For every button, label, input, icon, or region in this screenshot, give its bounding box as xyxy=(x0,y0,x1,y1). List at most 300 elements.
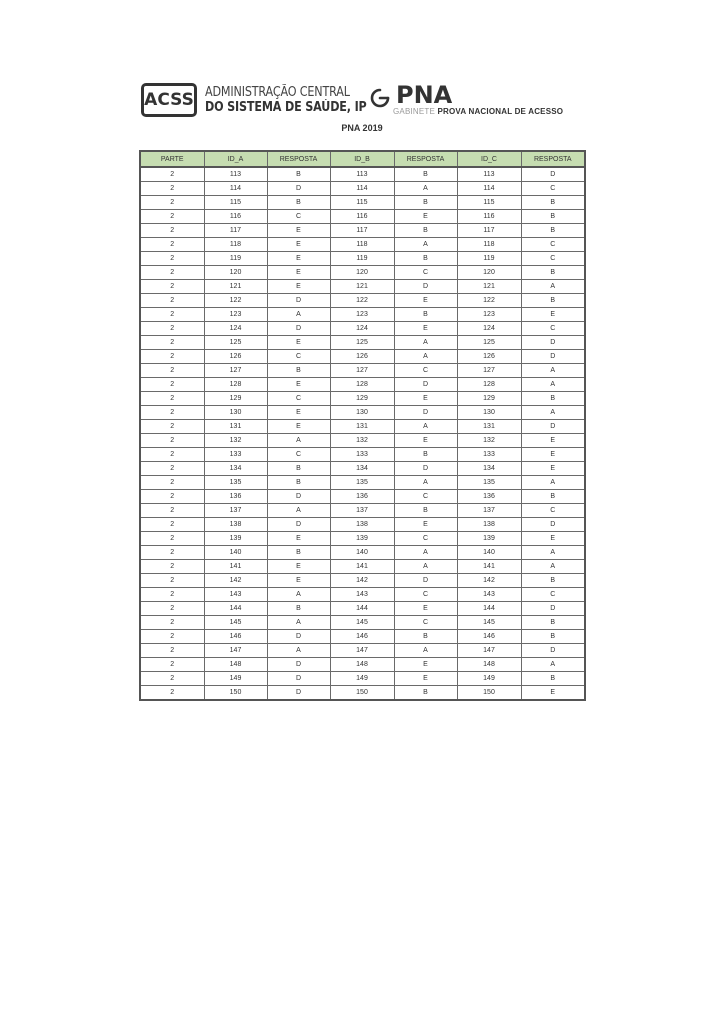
cell-resposta-c: B xyxy=(521,490,585,504)
table-row xyxy=(140,588,585,602)
cell-id-b: 140 xyxy=(330,546,394,560)
cell-id-a: 115 xyxy=(204,196,267,210)
acss-name xyxy=(205,85,393,115)
table-row xyxy=(140,490,585,504)
cell-resposta-b: E xyxy=(394,210,457,224)
answer-key-table xyxy=(139,150,586,701)
cell-id-b: 134 xyxy=(330,462,394,476)
table-row xyxy=(140,266,585,280)
pna-swirl-icon xyxy=(368,86,392,110)
cell-resposta-a: D xyxy=(267,518,330,532)
cell-parte: 2 xyxy=(140,350,204,364)
acss-name-line1: ADMINISTRAÇÃO CENTRAL xyxy=(205,85,350,100)
cell-resposta-a: C xyxy=(267,392,330,406)
table-row xyxy=(140,322,585,336)
cell-parte: 2 xyxy=(140,574,204,588)
cell-id-b: 133 xyxy=(330,448,394,462)
cell-id-c: 122 xyxy=(457,294,521,308)
pna-tagline-main: PROVA NACIONAL DE ACESSO xyxy=(437,107,564,116)
cell-resposta-b: A xyxy=(394,182,457,196)
cell-resposta-a: E xyxy=(267,336,330,350)
cell-resposta-a: D xyxy=(267,490,330,504)
cell-id-a: 145 xyxy=(204,616,267,630)
cell-resposta-c: D xyxy=(521,167,585,182)
cell-resposta-b: A xyxy=(394,560,457,574)
cell-id-b: 123 xyxy=(330,308,394,322)
table-row xyxy=(140,392,585,406)
cell-resposta-a: D xyxy=(267,322,330,336)
cell-id-a: 116 xyxy=(204,210,267,224)
cell-parte: 2 xyxy=(140,252,204,266)
cell-parte: 2 xyxy=(140,546,204,560)
cell-id-c: 130 xyxy=(457,406,521,420)
table-row xyxy=(140,182,585,196)
cell-resposta-c: E xyxy=(521,532,585,546)
cell-id-c: 124 xyxy=(457,322,521,336)
cell-id-a: 137 xyxy=(204,504,267,518)
cell-id-a: 129 xyxy=(204,392,267,406)
cell-id-b: 124 xyxy=(330,322,394,336)
cell-id-a: 136 xyxy=(204,490,267,504)
cell-id-a: 139 xyxy=(204,532,267,546)
cell-id-b: 114 xyxy=(330,182,394,196)
cell-id-c: 138 xyxy=(457,518,521,532)
cell-parte: 2 xyxy=(140,420,204,434)
acss-name-line2: DO SISTEMA DE SAÚDE, IP xyxy=(205,100,367,115)
column-header-id-a: ID_A xyxy=(204,151,267,167)
cell-resposta-a: B xyxy=(267,167,330,182)
cell-resposta-b: E xyxy=(394,322,457,336)
cell-id-b: 126 xyxy=(330,350,394,364)
cell-resposta-a: B xyxy=(267,602,330,616)
cell-parte: 2 xyxy=(140,392,204,406)
cell-resposta-a: E xyxy=(267,420,330,434)
cell-resposta-a: D xyxy=(267,630,330,644)
cell-resposta-b: A xyxy=(394,476,457,490)
cell-resposta-a: D xyxy=(267,182,330,196)
cell-resposta-c: B xyxy=(521,616,585,630)
cell-id-c: 133 xyxy=(457,448,521,462)
cell-id-b: 144 xyxy=(330,602,394,616)
cell-id-c: 142 xyxy=(457,574,521,588)
cell-resposta-b: E xyxy=(394,518,457,532)
cell-resposta-b: C xyxy=(394,490,457,504)
cell-id-c: 120 xyxy=(457,266,521,280)
cell-id-b: 148 xyxy=(330,658,394,672)
table-row xyxy=(140,406,585,420)
cell-resposta-c: D xyxy=(521,518,585,532)
cell-resposta-c: C xyxy=(521,588,585,602)
cell-id-a: 150 xyxy=(204,686,267,701)
cell-parte: 2 xyxy=(140,210,204,224)
cell-id-b: 141 xyxy=(330,560,394,574)
cell-resposta-b: C xyxy=(394,532,457,546)
cell-resposta-c: A xyxy=(521,406,585,420)
cell-id-b: 131 xyxy=(330,420,394,434)
cell-parte: 2 xyxy=(140,280,204,294)
cell-id-a: 113 xyxy=(204,167,267,182)
pna-tagline-prefix: GABINETE xyxy=(393,107,436,116)
cell-resposta-a: A xyxy=(267,644,330,658)
cell-id-b: 132 xyxy=(330,434,394,448)
cell-id-b: 116 xyxy=(330,210,394,224)
cell-parte: 2 xyxy=(140,224,204,238)
cell-parte: 2 xyxy=(140,406,204,420)
cell-id-b: 120 xyxy=(330,266,394,280)
pna-logo xyxy=(368,81,588,120)
cell-id-a: 133 xyxy=(204,448,267,462)
cell-resposta-b: B xyxy=(394,448,457,462)
cell-resposta-b: D xyxy=(394,406,457,420)
cell-id-a: 125 xyxy=(204,336,267,350)
cell-resposta-a: E xyxy=(267,406,330,420)
cell-resposta-a: D xyxy=(267,672,330,686)
table-row xyxy=(140,252,585,266)
cell-resposta-b: E xyxy=(394,392,457,406)
cell-id-b: 150 xyxy=(330,686,394,701)
cell-id-a: 122 xyxy=(204,294,267,308)
cell-parte: 2 xyxy=(140,616,204,630)
cell-parte: 2 xyxy=(140,322,204,336)
cell-id-a: 135 xyxy=(204,476,267,490)
table-row xyxy=(140,434,585,448)
cell-id-a: 131 xyxy=(204,420,267,434)
cell-id-c: 127 xyxy=(457,364,521,378)
column-header-resposta-c: RESPOSTA xyxy=(521,151,585,167)
cell-parte: 2 xyxy=(140,182,204,196)
cell-id-b: 117 xyxy=(330,224,394,238)
cell-id-a: 124 xyxy=(204,322,267,336)
acss-logo-box: ACSS xyxy=(141,83,197,117)
cell-parte: 2 xyxy=(140,532,204,546)
cell-resposta-a: E xyxy=(267,238,330,252)
cell-resposta-b: B xyxy=(394,252,457,266)
column-header-id-b: ID_B xyxy=(330,151,394,167)
cell-id-b: 128 xyxy=(330,378,394,392)
cell-resposta-c: E xyxy=(521,448,585,462)
cell-parte: 2 xyxy=(140,238,204,252)
cell-resposta-b: B xyxy=(394,686,457,701)
cell-resposta-c: D xyxy=(521,336,585,350)
cell-parte: 2 xyxy=(140,336,204,350)
cell-id-a: 132 xyxy=(204,434,267,448)
cell-id-a: 123 xyxy=(204,308,267,322)
cell-resposta-b: E xyxy=(394,602,457,616)
cell-resposta-b: D xyxy=(394,378,457,392)
table-row xyxy=(140,420,585,434)
cell-resposta-a: A xyxy=(267,434,330,448)
table-row xyxy=(140,504,585,518)
table-row xyxy=(140,476,585,490)
cell-resposta-b: E xyxy=(394,294,457,308)
cell-resposta-a: C xyxy=(267,448,330,462)
cell-resposta-a: B xyxy=(267,196,330,210)
cell-parte: 2 xyxy=(140,476,204,490)
cell-id-b: 122 xyxy=(330,294,394,308)
cell-resposta-b: B xyxy=(394,196,457,210)
cell-resposta-c: A xyxy=(521,658,585,672)
cell-id-a: 140 xyxy=(204,546,267,560)
cell-resposta-a: A xyxy=(267,616,330,630)
cell-resposta-c: A xyxy=(521,546,585,560)
cell-id-a: 146 xyxy=(204,630,267,644)
cell-parte: 2 xyxy=(140,504,204,518)
table-row xyxy=(140,280,585,294)
cell-parte: 2 xyxy=(140,560,204,574)
cell-id-b: 137 xyxy=(330,504,394,518)
cell-parte: 2 xyxy=(140,644,204,658)
cell-id-b: 129 xyxy=(330,392,394,406)
cell-resposta-b: A xyxy=(394,238,457,252)
cell-resposta-a: E xyxy=(267,560,330,574)
cell-resposta-b: A xyxy=(394,546,457,560)
cell-resposta-c: E xyxy=(521,308,585,322)
table-row xyxy=(140,686,585,701)
cell-parte: 2 xyxy=(140,658,204,672)
cell-resposta-b: A xyxy=(394,644,457,658)
cell-id-b: 149 xyxy=(330,672,394,686)
cell-id-b: 127 xyxy=(330,364,394,378)
cell-id-c: 126 xyxy=(457,350,521,364)
cell-resposta-c: D xyxy=(521,644,585,658)
cell-id-a: 138 xyxy=(204,518,267,532)
table-row xyxy=(140,644,585,658)
cell-parte: 2 xyxy=(140,490,204,504)
cell-id-c: 113 xyxy=(457,167,521,182)
cell-id-c: 137 xyxy=(457,504,521,518)
cell-id-c: 148 xyxy=(457,658,521,672)
cell-parte: 2 xyxy=(140,518,204,532)
cell-resposta-c: D xyxy=(521,602,585,616)
cell-id-c: 150 xyxy=(457,686,521,701)
cell-id-b: 135 xyxy=(330,476,394,490)
cell-id-b: 115 xyxy=(330,196,394,210)
cell-resposta-b: A xyxy=(394,336,457,350)
cell-id-a: 121 xyxy=(204,280,267,294)
cell-parte: 2 xyxy=(140,588,204,602)
cell-resposta-c: A xyxy=(521,560,585,574)
cell-id-c: 134 xyxy=(457,462,521,476)
cell-resposta-c: B xyxy=(521,196,585,210)
cell-id-b: 143 xyxy=(330,588,394,602)
cell-resposta-c: E xyxy=(521,462,585,476)
cell-id-b: 118 xyxy=(330,238,394,252)
cell-id-c: 141 xyxy=(457,560,521,574)
cell-id-c: 116 xyxy=(457,210,521,224)
cell-resposta-a: D xyxy=(267,686,330,701)
cell-id-a: 126 xyxy=(204,350,267,364)
cell-id-b: 119 xyxy=(330,252,394,266)
cell-id-c: 121 xyxy=(457,280,521,294)
cell-resposta-c: B xyxy=(521,630,585,644)
cell-id-a: 144 xyxy=(204,602,267,616)
cell-resposta-b: C xyxy=(394,364,457,378)
cell-resposta-c: C xyxy=(521,322,585,336)
cell-resposta-c: A xyxy=(521,364,585,378)
cell-resposta-b: E xyxy=(394,672,457,686)
cell-parte: 2 xyxy=(140,294,204,308)
cell-id-a: 117 xyxy=(204,224,267,238)
cell-resposta-a: E xyxy=(267,266,330,280)
cell-resposta-a: A xyxy=(267,308,330,322)
table-body xyxy=(140,167,585,700)
cell-resposta-a: E xyxy=(267,252,330,266)
cell-id-c: 136 xyxy=(457,490,521,504)
cell-resposta-a: D xyxy=(267,658,330,672)
table-row xyxy=(140,336,585,350)
cell-resposta-b: D xyxy=(394,462,457,476)
cell-resposta-c: C xyxy=(521,182,585,196)
table-row xyxy=(140,672,585,686)
cell-resposta-c: B xyxy=(521,294,585,308)
cell-resposta-c: E xyxy=(521,434,585,448)
cell-resposta-a: B xyxy=(267,476,330,490)
table-row xyxy=(140,364,585,378)
cell-resposta-a: E xyxy=(267,224,330,238)
cell-id-b: 142 xyxy=(330,574,394,588)
cell-id-a: 149 xyxy=(204,672,267,686)
table-row xyxy=(140,546,585,560)
cell-resposta-c: A xyxy=(521,378,585,392)
cell-resposta-b: B xyxy=(394,308,457,322)
acss-logo xyxy=(141,82,393,118)
cell-id-c: 128 xyxy=(457,378,521,392)
cell-id-a: 147 xyxy=(204,644,267,658)
cell-parte: 2 xyxy=(140,448,204,462)
cell-resposta-a: E xyxy=(267,574,330,588)
cell-id-a: 143 xyxy=(204,588,267,602)
cell-resposta-a: B xyxy=(267,546,330,560)
cell-id-c: 125 xyxy=(457,336,521,350)
cell-resposta-b: B xyxy=(394,504,457,518)
cell-id-c: 140 xyxy=(457,546,521,560)
column-header-resposta-b: RESPOSTA xyxy=(394,151,457,167)
table-row xyxy=(140,308,585,322)
cell-resposta-b: B xyxy=(394,167,457,182)
cell-resposta-a: C xyxy=(267,210,330,224)
cell-id-a: 118 xyxy=(204,238,267,252)
column-header-id-c: ID_C xyxy=(457,151,521,167)
cell-resposta-c: B xyxy=(521,266,585,280)
cell-id-c: 115 xyxy=(457,196,521,210)
cell-id-a: 114 xyxy=(204,182,267,196)
cell-id-a: 130 xyxy=(204,406,267,420)
cell-resposta-b: A xyxy=(394,350,457,364)
document-title: PNA 2019 xyxy=(341,123,383,133)
cell-id-b: 147 xyxy=(330,644,394,658)
table-row xyxy=(140,167,585,182)
cell-parte: 2 xyxy=(140,364,204,378)
cell-resposta-b: D xyxy=(394,280,457,294)
cell-parte: 2 xyxy=(140,308,204,322)
table-row xyxy=(140,448,585,462)
cell-resposta-b: B xyxy=(394,224,457,238)
cell-resposta-a: E xyxy=(267,280,330,294)
cell-resposta-b: E xyxy=(394,434,457,448)
cell-resposta-a: E xyxy=(267,378,330,392)
cell-parte: 2 xyxy=(140,196,204,210)
table-row xyxy=(140,532,585,546)
cell-id-b: 139 xyxy=(330,532,394,546)
table-row xyxy=(140,196,585,210)
cell-id-b: 121 xyxy=(330,280,394,294)
cell-resposta-a: E xyxy=(267,532,330,546)
table-row xyxy=(140,630,585,644)
cell-id-a: 128 xyxy=(204,378,267,392)
pna-logo-text: PNA xyxy=(396,81,453,109)
cell-id-c: 144 xyxy=(457,602,521,616)
cell-resposta-b: C xyxy=(394,616,457,630)
cell-id-a: 119 xyxy=(204,252,267,266)
table-row xyxy=(140,294,585,308)
cell-resposta-b: D xyxy=(394,574,457,588)
cell-id-c: 149 xyxy=(457,672,521,686)
cell-id-c: 118 xyxy=(457,238,521,252)
cell-resposta-a: A xyxy=(267,588,330,602)
cell-resposta-c: C xyxy=(521,504,585,518)
cell-id-c: 123 xyxy=(457,308,521,322)
cell-id-b: 125 xyxy=(330,336,394,350)
cell-parte: 2 xyxy=(140,630,204,644)
cell-id-c: 139 xyxy=(457,532,521,546)
cell-id-c: 131 xyxy=(457,420,521,434)
cell-id-b: 113 xyxy=(330,167,394,182)
cell-id-c: 132 xyxy=(457,434,521,448)
cell-resposta-a: C xyxy=(267,350,330,364)
cell-resposta-b: E xyxy=(394,658,457,672)
cell-id-c: 129 xyxy=(457,392,521,406)
cell-resposta-a: A xyxy=(267,504,330,518)
cell-id-a: 120 xyxy=(204,266,267,280)
cell-resposta-c: D xyxy=(521,420,585,434)
cell-id-c: 135 xyxy=(457,476,521,490)
column-header-parte: PARTE xyxy=(140,151,204,167)
cell-id-b: 130 xyxy=(330,406,394,420)
cell-id-a: 127 xyxy=(204,364,267,378)
cell-id-c: 117 xyxy=(457,224,521,238)
cell-resposta-c: A xyxy=(521,280,585,294)
cell-id-c: 119 xyxy=(457,252,521,266)
cell-parte: 2 xyxy=(140,434,204,448)
cell-resposta-c: B xyxy=(521,672,585,686)
cell-id-c: 145 xyxy=(457,616,521,630)
cell-parte: 2 xyxy=(140,686,204,701)
column-header-resposta-a: RESPOSTA xyxy=(267,151,330,167)
cell-id-a: 141 xyxy=(204,560,267,574)
table-header-row xyxy=(140,151,585,167)
cell-parte: 2 xyxy=(140,167,204,182)
cell-resposta-c: B xyxy=(521,224,585,238)
cell-resposta-c: B xyxy=(521,210,585,224)
table-row xyxy=(140,574,585,588)
table-row xyxy=(140,616,585,630)
table-row xyxy=(140,210,585,224)
pna-tagline xyxy=(393,107,563,116)
cell-resposta-b: C xyxy=(394,266,457,280)
cell-id-b: 145 xyxy=(330,616,394,630)
cell-id-c: 143 xyxy=(457,588,521,602)
table-row xyxy=(140,602,585,616)
cell-id-b: 138 xyxy=(330,518,394,532)
cell-id-c: 146 xyxy=(457,630,521,644)
cell-parte: 2 xyxy=(140,672,204,686)
cell-id-a: 142 xyxy=(204,574,267,588)
cell-parte: 2 xyxy=(140,378,204,392)
table-row xyxy=(140,560,585,574)
cell-parte: 2 xyxy=(140,462,204,476)
cell-resposta-a: D xyxy=(267,294,330,308)
cell-resposta-b: B xyxy=(394,630,457,644)
